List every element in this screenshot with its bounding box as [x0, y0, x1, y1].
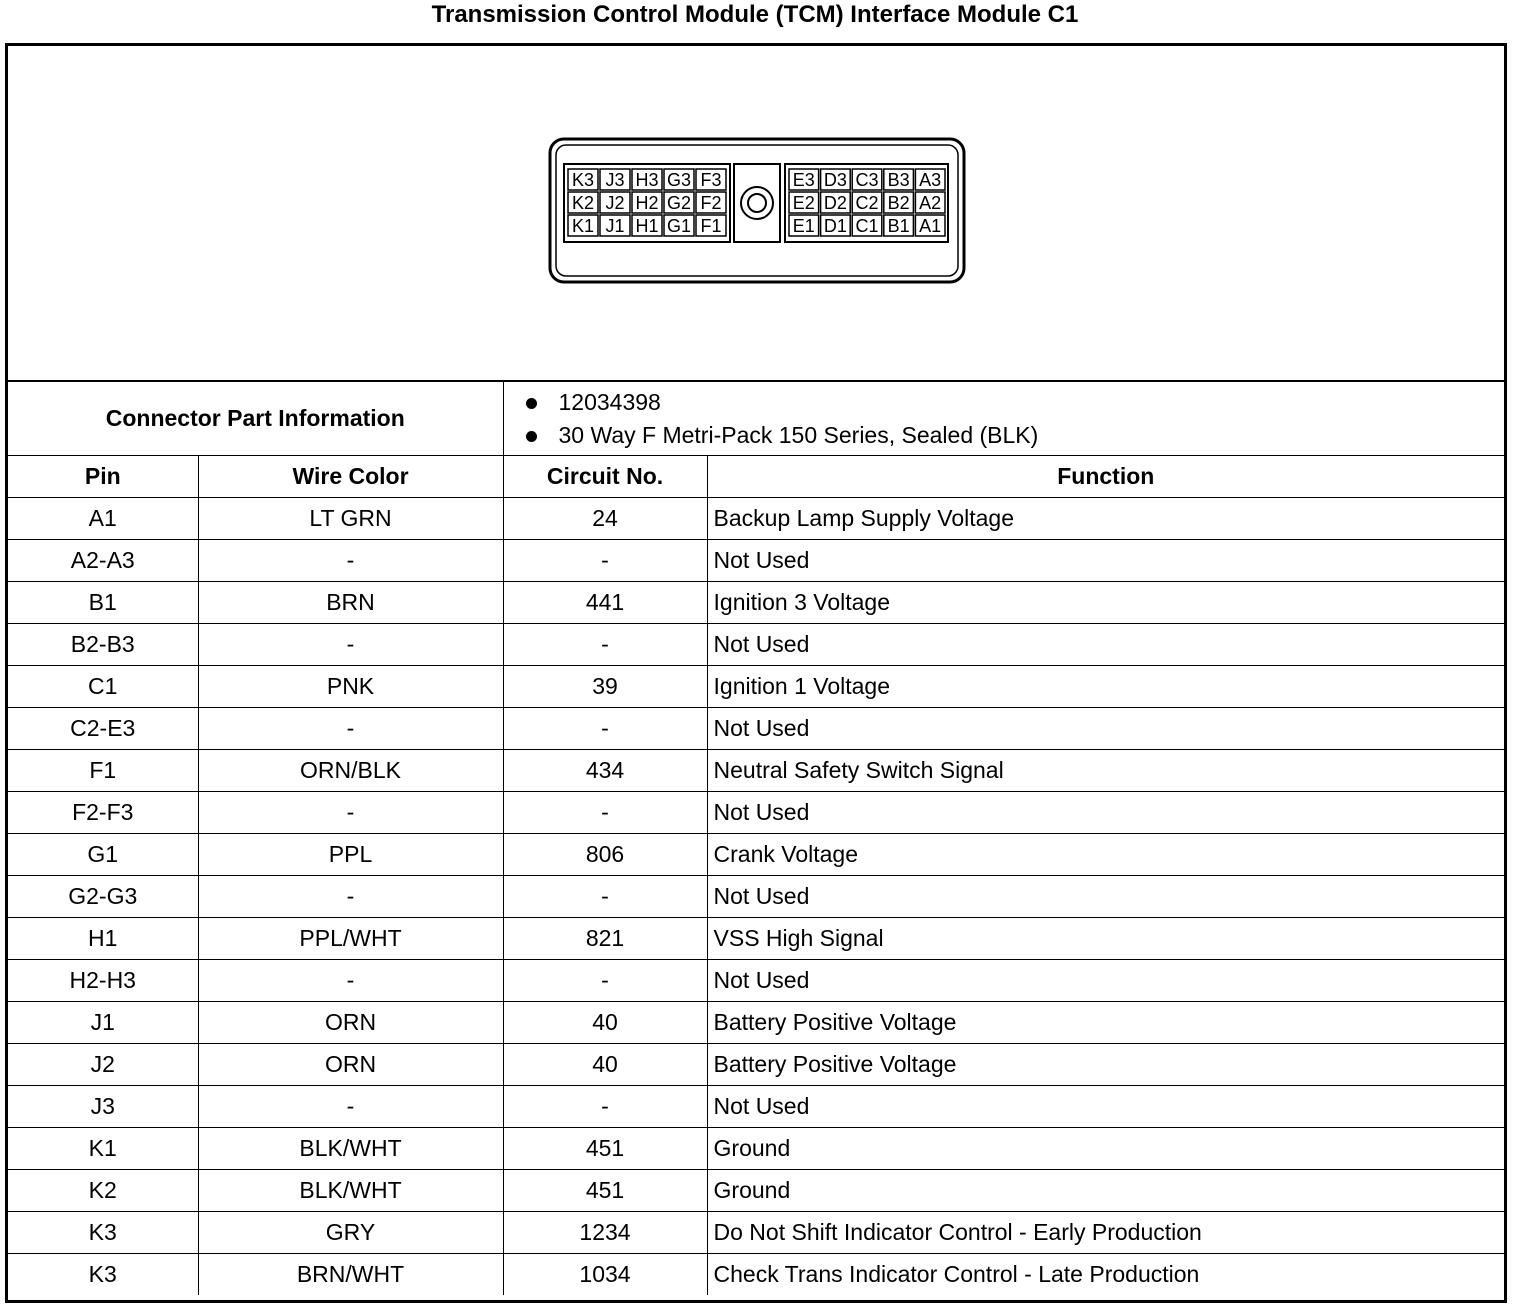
connector-face-drawing: [8, 46, 1504, 380]
pin-cell: J2: [8, 1044, 198, 1086]
wire-color-cell: -: [198, 1086, 503, 1128]
pin-label: B2: [887, 193, 910, 213]
table-row: [8, 1002, 1504, 1044]
function-cell: Not Used: [707, 960, 1504, 1002]
pin-label: K3: [571, 170, 595, 190]
wire-color-cell: ORN: [198, 1002, 503, 1044]
pin-label: F3: [700, 170, 722, 190]
circuit-no-cell: -: [503, 540, 707, 582]
pin-cell: F1: [8, 750, 198, 792]
pin-label: A2: [919, 193, 942, 213]
circuit-no-cell: 434: [503, 750, 707, 792]
pin-cell: J1: [8, 1002, 198, 1044]
wire-color-cell: BRN: [198, 582, 503, 624]
pin-cell: K3: [8, 1212, 198, 1254]
pin-cell: K2: [8, 1170, 198, 1212]
wire-color-cell: BLK/WHT: [198, 1170, 503, 1212]
pin-label: K2: [571, 193, 595, 213]
pin-label: J1: [605, 216, 625, 236]
wire-color-cell: -: [198, 960, 503, 1002]
circuit-no-cell: 1234: [503, 1212, 707, 1254]
pin-label: G1: [666, 216, 692, 236]
circuit-no-cell: 40: [503, 1002, 707, 1044]
header-wire-color: Wire Color: [198, 456, 503, 498]
function-cell: Check Trans Indicator Control - Late Production: [707, 1254, 1504, 1296]
table-row: [8, 834, 1504, 876]
table-header-row: [8, 456, 1504, 498]
function-cell: Neutral Safety Switch Signal: [707, 750, 1504, 792]
pin-cell: C1: [8, 666, 198, 708]
center-boss-inner-icon: [748, 194, 766, 212]
pin-label: A3: [919, 170, 942, 190]
function-cell: Crank Voltage: [707, 834, 1504, 876]
pin-label: A1: [919, 216, 942, 236]
function-cell: Battery Positive Voltage: [707, 1044, 1504, 1086]
pin-cell: B2-B3: [8, 624, 198, 666]
wire-color-cell: -: [198, 540, 503, 582]
circuit-no-cell: 39: [503, 666, 707, 708]
pin-label: E3: [792, 170, 815, 190]
pin-cell: H2-H3: [8, 960, 198, 1002]
circuit-no-cell: -: [503, 708, 707, 750]
wire-color-cell: -: [198, 624, 503, 666]
wire-color-cell: BLK/WHT: [198, 1128, 503, 1170]
pin-label: J2: [605, 193, 625, 213]
pin-cell: K1: [8, 1128, 198, 1170]
function-cell: Ignition 3 Voltage: [707, 582, 1504, 624]
pin-label: C3: [855, 170, 879, 190]
header-function: Function: [707, 456, 1504, 498]
function-cell: VSS High Signal: [707, 918, 1504, 960]
pin-cell: A2-A3: [8, 540, 198, 582]
function-cell: Not Used: [707, 624, 1504, 666]
header-circuit-no: Circuit No.: [503, 456, 707, 498]
function-cell: Backup Lamp Supply Voltage: [707, 498, 1504, 540]
part-info-list: [503, 382, 1504, 456]
table-row: [8, 1044, 1504, 1086]
table-row: [8, 1086, 1504, 1128]
function-cell: Ground: [707, 1128, 1504, 1170]
pin-label: H3: [635, 170, 659, 190]
circuit-no-cell: -: [503, 792, 707, 834]
function-cell: Do Not Shift Indicator Control - Early Production: [707, 1212, 1504, 1254]
wire-color-cell: -: [198, 792, 503, 834]
header-pin: Pin: [8, 456, 198, 498]
table-row: [8, 1128, 1504, 1170]
table-row: [8, 624, 1504, 666]
wire-color-cell: LT GRN: [198, 498, 503, 540]
table-row: [8, 960, 1504, 1002]
wire-color-cell: PPL/WHT: [198, 918, 503, 960]
wire-color-cell: -: [198, 708, 503, 750]
circuit-no-cell: -: [503, 960, 707, 1002]
function-cell: Ground: [707, 1170, 1504, 1212]
function-cell: Not Used: [707, 540, 1504, 582]
function-cell: Not Used: [707, 1086, 1504, 1128]
table-row: [8, 918, 1504, 960]
pin-label: D3: [823, 170, 847, 190]
circuit-no-cell: -: [503, 1086, 707, 1128]
function-cell: Not Used: [707, 876, 1504, 918]
circuit-no-cell: 451: [503, 1170, 707, 1212]
table-row: [8, 1170, 1504, 1212]
pin-cells: [568, 169, 945, 236]
pin-label: H1: [635, 216, 659, 236]
connector-description: 30 Way F Metri-Pack 150 Series, Sealed (BLK): [526, 419, 1505, 452]
table-row: [8, 1212, 1504, 1254]
table-row: [8, 1254, 1504, 1296]
wire-color-cell: PPL: [198, 834, 503, 876]
wire-color-cell: BRN/WHT: [198, 1254, 503, 1296]
circuit-no-cell: 1034: [503, 1254, 707, 1296]
pin-cell: A1: [8, 498, 198, 540]
pin-cell: H1: [8, 918, 198, 960]
table-row: [8, 540, 1504, 582]
pin-label: E1: [792, 216, 815, 236]
circuit-no-cell: 451: [503, 1128, 707, 1170]
table-row: [8, 666, 1504, 708]
pin-label: F2: [700, 193, 722, 213]
table-row: [8, 498, 1504, 540]
pinout-table: [8, 382, 1504, 1295]
part-info-row: [8, 382, 1504, 456]
pin-label: D2: [823, 193, 847, 213]
pin-label: G2: [666, 193, 692, 213]
table-row: [8, 876, 1504, 918]
circuit-no-cell: 24: [503, 498, 707, 540]
circuit-no-cell: -: [503, 624, 707, 666]
pin-label: G3: [666, 170, 692, 190]
pin-label: J3: [605, 170, 625, 190]
pin-cell: G2-G3: [8, 876, 198, 918]
circuit-no-cell: 40: [503, 1044, 707, 1086]
part-info-label: Connector Part Information: [8, 382, 503, 456]
circuit-no-cell: 441: [503, 582, 707, 624]
pin-label: C2: [855, 193, 879, 213]
circuit-no-cell: -: [503, 876, 707, 918]
table-row: [8, 708, 1504, 750]
function-cell: Ignition 1 Voltage: [707, 666, 1504, 708]
pin-cell: J3: [8, 1086, 198, 1128]
pin-label: B1: [887, 216, 910, 236]
pin-label: H2: [635, 193, 659, 213]
table-row: [8, 792, 1504, 834]
table-row: [8, 582, 1504, 624]
connector-diagram: [8, 46, 1504, 382]
pin-label: F1: [700, 216, 722, 236]
pin-label: E2: [792, 193, 815, 213]
pin-label: D1: [823, 216, 847, 236]
pin-cell: G1: [8, 834, 198, 876]
circuit-no-cell: 821: [503, 918, 707, 960]
pin-cell: F2-F3: [8, 792, 198, 834]
connector-frame: [5, 43, 1507, 1303]
pin-cell: B1: [8, 582, 198, 624]
wire-color-cell: PNK: [198, 666, 503, 708]
pin-label: K1: [571, 216, 595, 236]
function-cell: Battery Positive Voltage: [707, 1002, 1504, 1044]
table-row: [8, 750, 1504, 792]
pin-cell: K3: [8, 1254, 198, 1296]
circuit-no-cell: 806: [503, 834, 707, 876]
part-number: 12034398: [526, 386, 1505, 419]
wire-color-cell: ORN: [198, 1044, 503, 1086]
wire-color-cell: ORN/BLK: [198, 750, 503, 792]
wire-color-cell: -: [198, 876, 503, 918]
function-cell: Not Used: [707, 792, 1504, 834]
wire-color-cell: GRY: [198, 1212, 503, 1254]
pin-cell: C2-E3: [8, 708, 198, 750]
center-boss-outer-icon: [741, 187, 773, 219]
pin-label: B3: [887, 170, 910, 190]
page-title: Transmission Control Module (TCM) Interface Module C1: [431, 1, 1079, 28]
pin-label: C1: [855, 216, 879, 236]
function-cell: Not Used: [707, 708, 1504, 750]
